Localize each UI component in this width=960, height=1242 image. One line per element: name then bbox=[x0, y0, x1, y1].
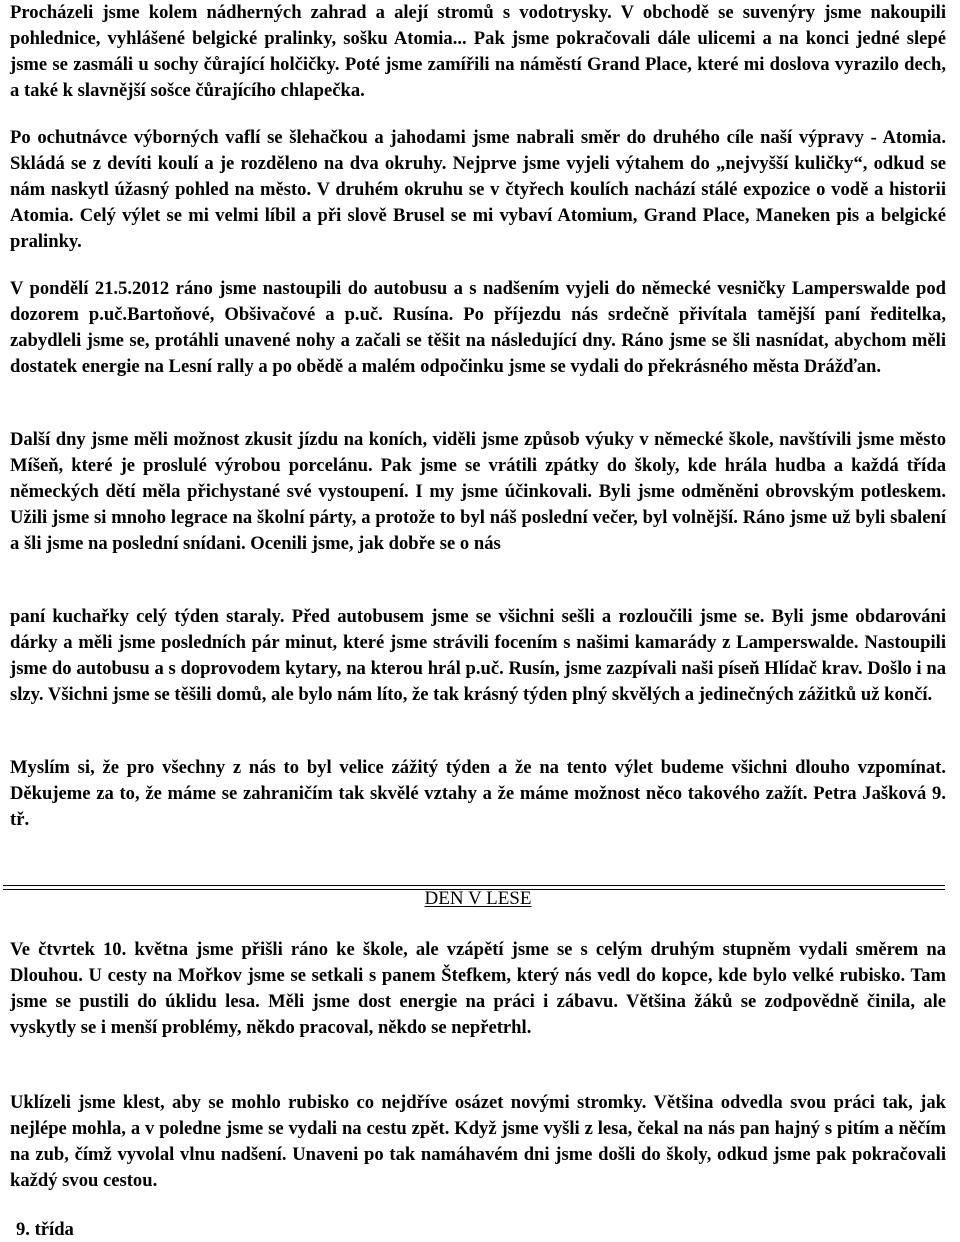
paragraph-lamperswalde-arrival: V pondělí 21.5.2012 ráno jsme nastoupili do autobusu a s nadšením vyjeli do německé vesničky Lamperswalde pod dozorem p.uč.Bartoňové, Obšivačové a p.uč. Rusína. Po příjezdu nás srdečně přivítala tamější paní ředitelka, zabydleli jsme se, protáhli unavené nohy a začali se těšit na následující dny. Ráno jsme se šli nasnídat, abychom měli dostatek energie na Lesní rally a po obědě a malém odpočinku jsme se vydali do překrásného města Drážďan. bbox=[10, 278, 946, 377]
paragraph-atomium: Po ochutnávce výborných vaflí se šlehačkou a jahodami jsme nabrali směr do druhého cíle naší výpravy - Atomia. Skládá se z devíti koulí a je rozděleno na dva okruhy. Nejprve jsme vyjeli výtahem do „nejvyšší kuličky“, odkud se nám naskytl úžasný pohled na město. V druhém okruhu se v čtyřech koulích nachází stálé expozice o vodě a historii Atomia. Celý výlet se mi velmi líbil a při slově Brusel se mi vybaví Atomium, Grand Place, Maneken pis a belgické pralinky. bbox=[10, 127, 946, 252]
paragraph-forest-cleanup: Uklízeli jsme klest, aby se mohlo rubisko co nejdříve osázet novými stromky. Většina odvedla svou práci tak, jak nejlépe mohla, a v poledne jsme se vydali na cestu zpět. Když jsme vyšli z lesa, čekal na nás pan hajný s pitím a něčím na zub, čímž vyvolal vlnu nadšení. Unaveni po tak namáhavém dni jsme došli do školy, odkud jsme pak pokračovali každý svou cestou. bbox=[10, 1092, 946, 1191]
paragraph-next-days: Další dny jsme měli možnost zkusit jízdu na koních, viděli jsme způsob výuky v německé škole, navštívili jsme město Míšeň, které je proslulé výrobou porcelánu. Pak jsme se vrátili zpátky do školy, kde hrála hudba a každá třída německých dětí měla přichystané své vystoupení. I my jsme účinkovali. Byli jsme odměněni obrovským potleskem. Užili jsme si mnoho legrace na školní párty, a protože to byl náš poslední večer, byl volnější. Ráno jsme už byli sbalení a šli jsme na poslední snídani. Ocenili jsme, jak dobře se o nás bbox=[10, 429, 946, 554]
section-heading-text: DEN V LESE bbox=[424, 888, 532, 909]
paragraph-brussels-walk: Procházeli jsme kolem nádherných zahrad a alejí stromů s vodotrysky. V obchodě se suvenýry jsme nakoupili pohlednice, vyhlášené belgické pralinky, sošku Atomia... Pak jsme pokračovali dále ulicemi a na konci jedné slepé jsme se zasmáli u sochy čůrající holčičky. Poté jsme zamířili na náměstí Grand Place, které mi doslova vyrazilo dech, a také k slavnější sošce čůrajícího chlapečka. bbox=[10, 2, 946, 101]
paragraph-farewell: paní kuchařky celý týden staraly. Před autobusem jsme se všichni sešli a rozloučili jsme se. Byli jsme obdarováni dárky a měli jsme posledních pár minut, které jsme strávili focením s našimi kamarády z Lamperswalde. Nastoupili jsme do autobusu a s doprovodem kytary, na kterou hrál p.uč. Rusín, jsme zazpívali naši píseň Hlídač krav. Došlo i na slzy. Všichni jsme se těšili domů, ale bylo nám líto, že tak krásný týden plný skvělých a jedinečných zážitků už končí. bbox=[10, 606, 946, 705]
paragraph-forest-day: Ve čtvrtek 10. května jsme přišli ráno ke škole, ale vzápětí jsme se s celým druhým stupněm vydali směrem na Dlouhou. U cesty na Mořkov jsme se setkali s panem Štefkem, který nás vedl do kopce, kde bylo velké rubisko. Tam jsme se pustili do úklidu lesa. Měli jsme dost energie na práci i zábavu. Většina žáků se zodpovědně činila, ale vyskytly se i menší problémy, někdo pracoval, někdo se nepřetrhl. bbox=[10, 939, 946, 1038]
paragraph-conclusion: Myslím si, že pro všechny z nás to byl velice zážitý týden a že na tento výlet budeme všichni dlouho vzpomínat. Děkujeme za to, že máme se zahraničím tak skvělé vztahy a že máme možnost něco takového zažít. Petra Jašková 9. tř. bbox=[10, 757, 946, 830]
section-heading bbox=[0, 886, 956, 912]
signature: 9. třída bbox=[16, 1219, 74, 1240]
